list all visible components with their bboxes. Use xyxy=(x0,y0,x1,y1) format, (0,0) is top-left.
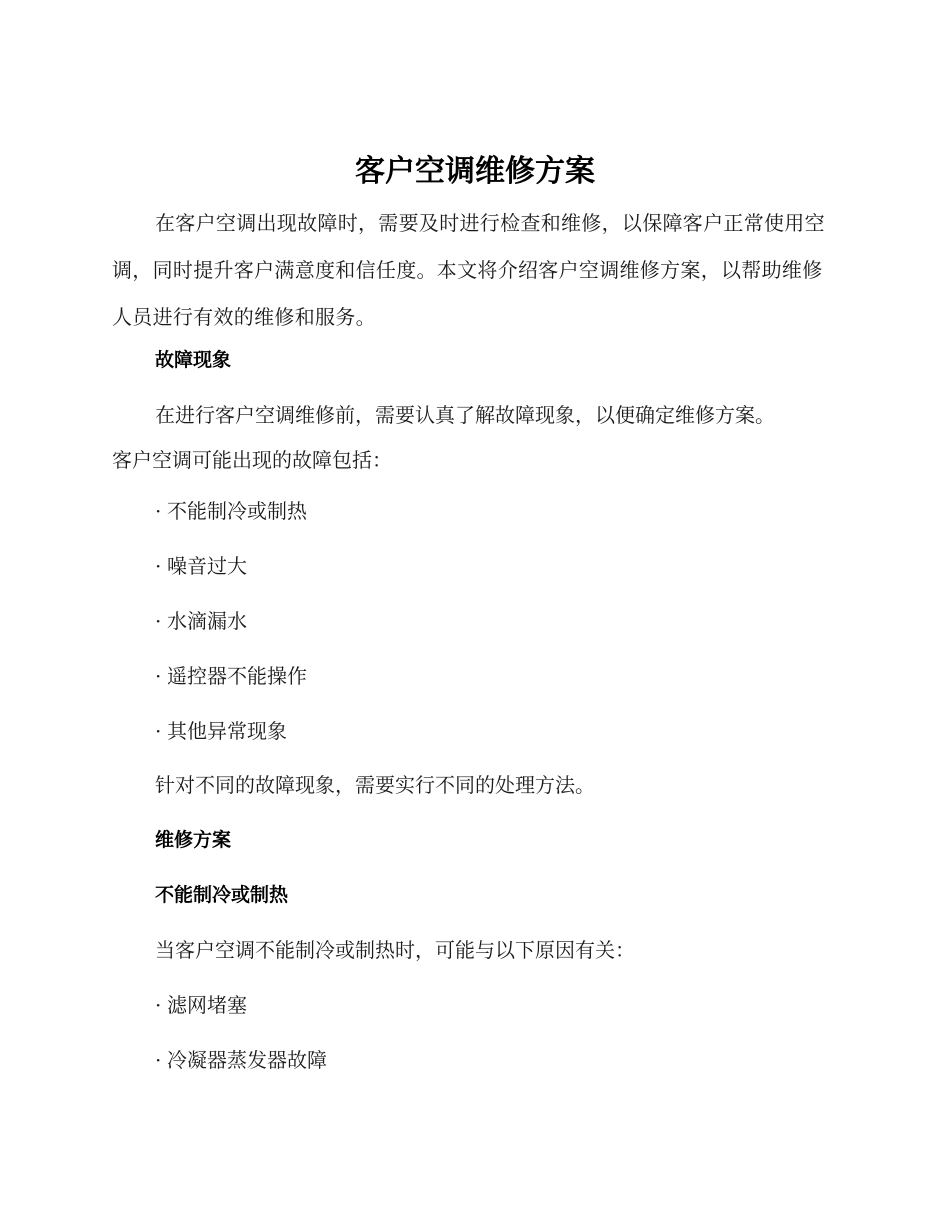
subheading-no-cooling-heating: 不能制冷或制热 xyxy=(155,884,289,906)
bullet-icon: · xyxy=(155,664,162,688)
bullet-icon: · xyxy=(155,554,162,578)
list-item xyxy=(155,606,247,636)
list-item xyxy=(155,990,247,1020)
symptoms-paragraph-line2: 客户空调可能出现的故障包括： xyxy=(112,448,392,472)
list-item-text: 其他异常现象 xyxy=(167,719,287,743)
bullet-icon: · xyxy=(155,1048,162,1072)
symptoms-paragraph-line1: 在进行客户空调维修前，需要认真了解故障现象，以便确定维修方案。 xyxy=(155,403,775,427)
list-item-text: 遥控器不能操作 xyxy=(167,664,307,688)
list-item-text: 滤网堵塞 xyxy=(167,993,247,1017)
symptoms-closing-text: 针对不同的故障现象，需要实行不同的处理方法。 xyxy=(155,773,595,797)
intro-paragraph: 在客户空调出现故障时，需要及时进行检查和维修，以保障客户正常使用空调，同时提升客户满意度和信任度。本文将介绍客户空调维修方案，以帮助维修人员进行有效的维修和服务。 xyxy=(112,211,825,329)
bullet-icon: · xyxy=(155,499,162,523)
list-item xyxy=(155,1045,327,1075)
document-title: 客户空调维修方案 xyxy=(355,154,595,189)
section-heading-repair-plan: 维修方案 xyxy=(155,829,232,851)
bullet-icon: · xyxy=(155,609,162,633)
bullet-icon: · xyxy=(155,719,162,743)
repair-paragraph: 当客户空调不能制冷或制热时，可能与以下原因有关： xyxy=(155,938,635,962)
list-item xyxy=(155,496,307,526)
list-item xyxy=(155,661,307,691)
list-item-text: 噪音过大 xyxy=(167,554,247,578)
section-heading-symptoms: 故障现象 xyxy=(155,349,232,371)
list-item-text: 不能制冷或制热 xyxy=(167,499,307,523)
list-item xyxy=(155,716,287,746)
list-item xyxy=(155,551,247,581)
bullet-icon: · xyxy=(155,993,162,1017)
list-item-text: 冷凝器蒸发器故障 xyxy=(167,1048,327,1072)
list-item-text: 水滴漏水 xyxy=(167,609,247,633)
